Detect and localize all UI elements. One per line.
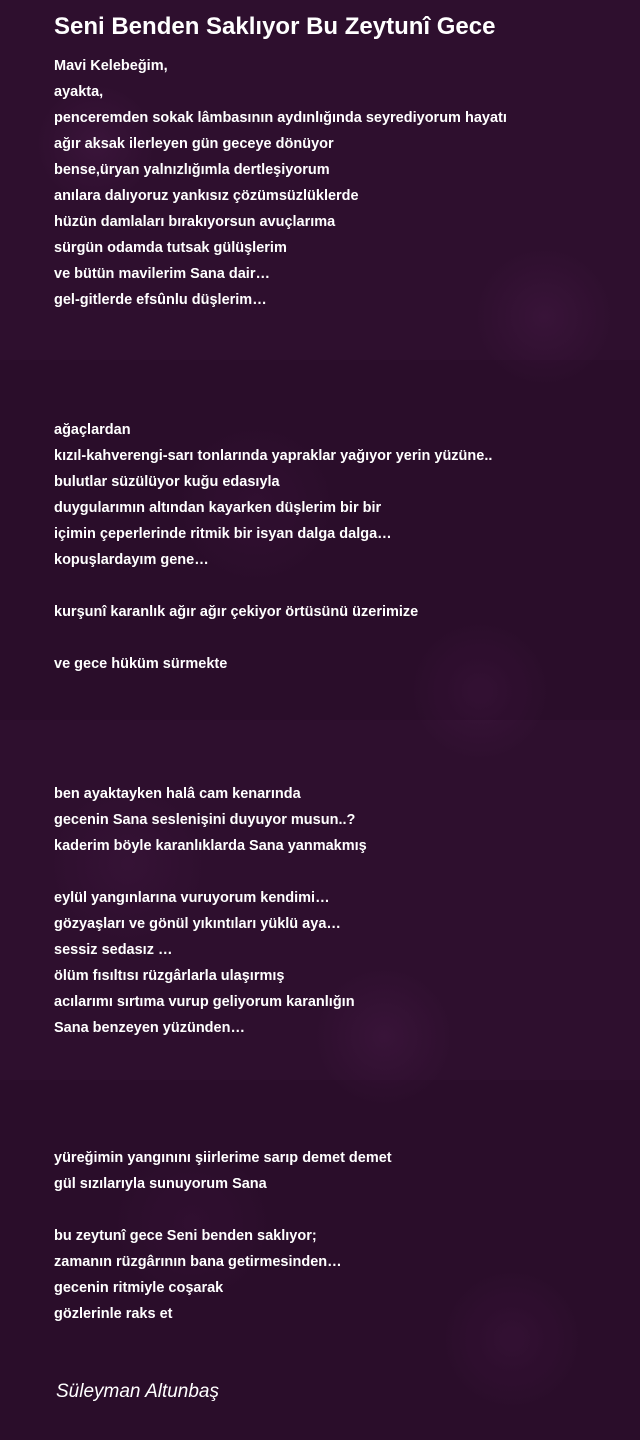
poem-stanza: [54, 53, 614, 313]
poem-line: Sana benzeyen yüzünden…: [54, 1020, 245, 1036]
poem-line: penceremden sokak lâmbasının aydınlığında seyrediyorum hayatı: [54, 110, 507, 126]
poem-stanza: [54, 1223, 614, 1327]
poem-line: kopuşlardayım gene…: [54, 552, 209, 568]
poem-stanza: [54, 651, 614, 677]
poem-line: gecenin ritmiyle coşarak: [54, 1280, 224, 1296]
poem-line: duygularımın altından kayarken düşlerim bir bir: [54, 500, 382, 516]
poem-line: yüreğimin yangınını şiirlerime sarıp demet demet: [54, 1150, 392, 1166]
poem-line: gecenin Sana seslenişini duyuyor musun..?: [54, 812, 356, 828]
poem-body: [54, 53, 614, 1353]
poem-author: Süleyman Altunbaş: [56, 1381, 220, 1402]
poem-line: acılarımı sırtıma vurup geliyorum karanlığın: [54, 994, 355, 1010]
poem-stanza: [54, 781, 614, 859]
poem-line: ve gece hüküm sürmekte: [54, 656, 228, 672]
poem-line: gözyaşları ve gönül yıkıntıları yüklü aya…: [54, 916, 341, 932]
poem-line: ayakta,: [54, 84, 104, 100]
poem-title: Seni Benden Saklıyor Bu Zeytunî Gece: [54, 13, 496, 40]
poem-line: Mavi Kelebeğim,: [54, 58, 168, 74]
poem-line: ağır aksak ilerleyen gün geceye dönüyor: [54, 136, 334, 152]
poem-line: bense,üryan yalnızlığımla dertleşiyorum: [54, 162, 330, 178]
poem-line: bulutlar süzülüyor kuğu edasıyla: [54, 474, 280, 490]
poem-line: eylül yangınlarına vuruyorum kendimi…: [54, 890, 330, 906]
poem-line: bu zeytunî gece Seni benden saklıyor;: [54, 1228, 317, 1244]
poem-line: içimin çeperlerinde ritmik bir isyan dalga dalga…: [54, 526, 392, 542]
poem-line: ağaçlardan: [54, 422, 131, 438]
poem-line: sürgün odamda tutsak gülüşlerim: [54, 240, 287, 256]
poem-line: gözlerinle raks et: [54, 1306, 173, 1322]
poem-line: kızıl-kahverengi-sarı tonlarında yapraklar yağıyor yerin yüzüne..: [54, 448, 493, 464]
poem-line: zamanın rüzgârının bana getirmesinden…: [54, 1254, 342, 1270]
poem-line: sessiz sedasız …: [54, 942, 173, 958]
poem-stanza: [54, 417, 614, 573]
poem-line: kurşunî karanlık ağır ağır çekiyor örtüsünü üzerimize: [54, 604, 419, 620]
poem-line: ölüm fısıltısı rüzgârlarla ulaşırmış: [54, 968, 285, 984]
poem-stanza: [54, 1145, 614, 1197]
poem-line: gel-gitlerde efsûnlu düşlerim…: [54, 292, 267, 308]
poem-line: ve bütün mavilerim Sana dair…: [54, 266, 270, 282]
poem-stanza: [54, 885, 614, 1041]
poem-line: gül sızılarıyla sunuyorum Sana: [54, 1176, 267, 1192]
poem-line: anılara dalıyoruz yankısız çözümsüzlüklerde: [54, 188, 359, 204]
poem-line: kaderim böyle karanlıklarda Sana yanmakmış: [54, 838, 367, 854]
poem-line: ben ayaktayken halâ cam kenarında: [54, 786, 301, 802]
poem-stanza: [54, 599, 614, 625]
poem-line: hüzün damlaları bırakıyorsun avuçlarıma: [54, 214, 336, 230]
